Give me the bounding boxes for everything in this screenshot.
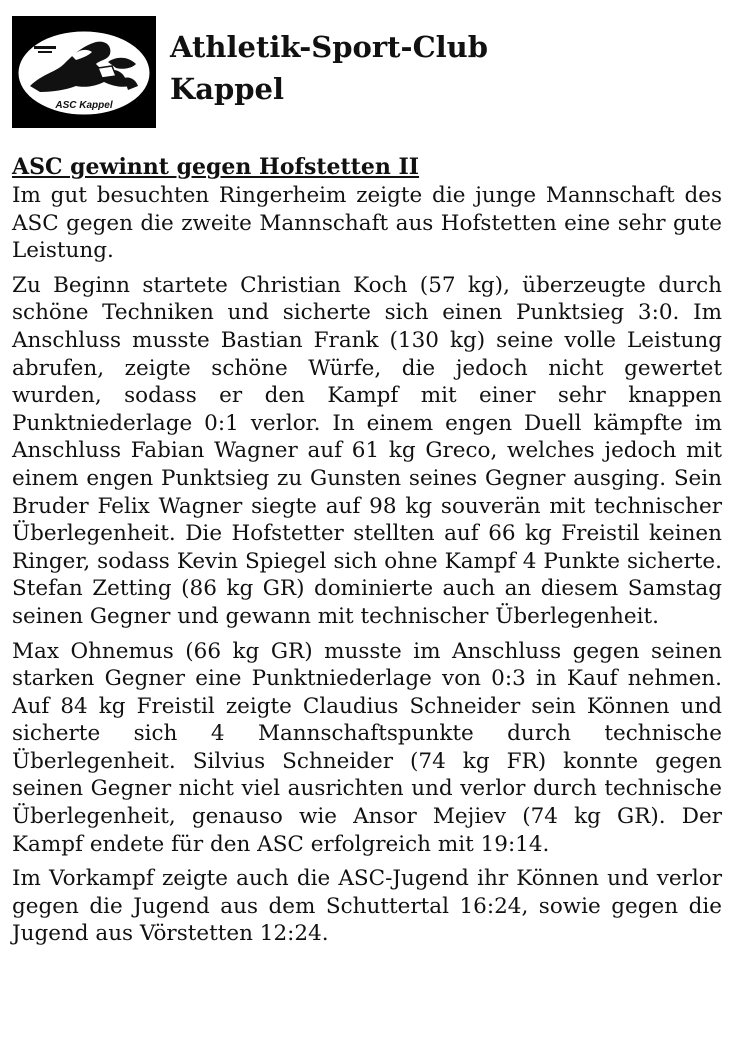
article-paragraph-4: Im Vorkampf zeigte auch die ASC-Jugend ihr Können und verlor gegen die Jugend aus dem Schuttertal 16:24, sowie gegen die Jugend aus Vörstetten 12:24. [12, 866, 722, 947]
logo-text: ASC Kappel [55, 100, 113, 111]
club-header [12, 16, 722, 128]
club-name-line1: Athletik-Sport-Club [170, 30, 489, 64]
club-name [170, 26, 488, 110]
article-paragraph-1: Im gut besuchten Ringerheim zeigte die junge Mannschaft des ASC gegen die zweite Mannschaft aus Hofstetten eine sehr gute Leistung. [12, 183, 722, 264]
article-paragraph-2: Zu Beginn startete Christian Koch (57 kg), überzeugte durch schöne Techniken und sicherte sich einen Punktsieg 3:0. Im Anschluss musste Bastian Frank (130 kg) seine volle Leistung abrufen, zeigte schöne Würfe, die jedoch nicht gewertet wurden, sodass er den Kampf mit einer sehr knappen Punktniederlage 0:1 verlor. In einem engen Duell kämpfte im Anschluss Fabian Wagner auf 61 kg Greco, welches jedoch mit einem engen Punktsieg zu Gunsten seines Gegner ausging. Sein Bruder Felix Wagner siegte auf 98 kg souverän mit technischer Überlegenheit. Die Hofstetter stellten auf 66 kg Freistil keinen Ringer, sodass Kevin Spiegel sich ohne Kampf 4 Punkte sicherte. Stefan Zetting (86 kg GR) dominierte auch an diesem Samstag seinen Gegner und gewann mit technischer Überlegenheit. [12, 272, 722, 629]
article-headline: ASC gewinnt gegen Hofstetten II [12, 154, 420, 180]
club-name-line2: Kappel [170, 72, 285, 106]
wrestlers-logo-icon [12, 16, 156, 128]
article-paragraph-3: Max Ohnemus (66 kg GR) musste im Anschluss gegen seinen starken Gegner eine Punktniederlage von 0:3 in Kauf nehmen. Auf 84 kg Freistil zeigte Claudius Schneider sein Können und sicherte sich 4 Mannschaftspunkte durch technische Überlegenheit. Silvius Schneider (74 kg FR) konnte gegen seinen Gegner nicht viel ausrichten und verlor durch technische Überlegenheit, genauso wie Ansor Mejiev (74 kg GR). Der Kampf endete für den ASC erfolgreich mit 19:14. [12, 638, 722, 857]
article [12, 152, 722, 955]
club-logo [12, 16, 156, 128]
